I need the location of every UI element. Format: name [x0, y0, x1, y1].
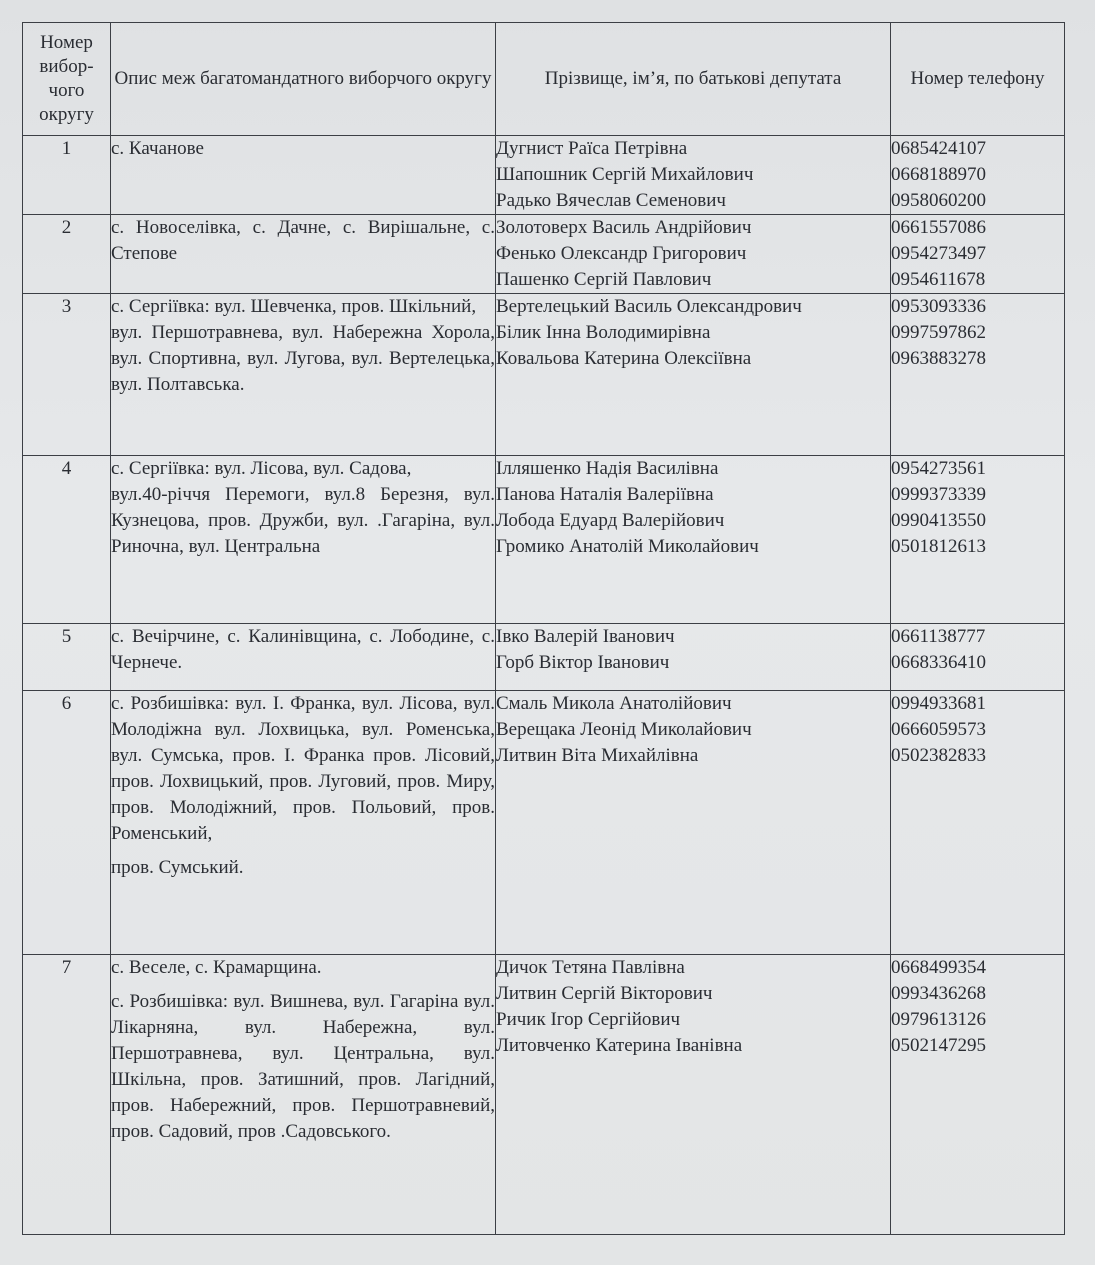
deputy-name: Смаль Микола Анатолійович [496, 693, 732, 714]
phone-number: 0994933681 [891, 693, 986, 714]
deputy-name: Верещака Леонід Миколайович [496, 719, 752, 740]
header-district-number: Номер вибор-чого округу [23, 23, 111, 136]
phone-number: 0953093336 [891, 296, 986, 317]
description-text: с. Сергіївка: вул. Лісова, вул. Садова, [111, 458, 412, 479]
phone-list [891, 955, 1065, 1235]
deputy-list [496, 624, 891, 691]
phone-list [891, 215, 1065, 294]
district-number: 7 [23, 955, 111, 1235]
phone-number: 0661557086 [891, 217, 986, 238]
district-number: 5 [23, 624, 111, 691]
header-deputy-name: Прізвище, ім’я, по батькові депутата [496, 23, 891, 136]
phone-number: 0661138777 [891, 626, 986, 647]
deputy-name: Дугнист Раїса Петрівна [496, 138, 688, 159]
phone-list [891, 691, 1065, 955]
district-description [111, 955, 496, 1235]
deputy-list [496, 294, 891, 456]
deputy-name: Фенько Олександр Григорович [496, 243, 747, 264]
phone-list [891, 456, 1065, 624]
district-description [111, 136, 496, 215]
table-row [23, 691, 1065, 955]
deputy-name: Литовченко Катерина Іванівна [496, 1035, 743, 1056]
deputy-name: Білик Інна Володимирівна [496, 322, 711, 343]
deputy-name: Литвин Сергій Вікторович [496, 983, 713, 1004]
district-description [111, 294, 496, 456]
deputy-list [496, 691, 891, 955]
deputy-name: Громико Анатолій Миколайович [496, 536, 759, 557]
phone-number: 0954273561 [891, 458, 986, 479]
deputy-name: Шапошник Сергій Михайлович [496, 164, 754, 185]
district-number: 4 [23, 456, 111, 624]
table-header-row [23, 23, 1065, 136]
deputy-name: Панова Наталія Валеріївна [496, 484, 714, 505]
deputy-list [496, 955, 891, 1235]
header-phone-number: Номер телефону [891, 23, 1065, 136]
deputy-name: Золотоверх Василь Андрійович [496, 217, 752, 238]
table-row [23, 624, 1065, 691]
table-row [23, 136, 1065, 215]
description-text: с. Розбишівка: вул. І. Франка, вул. Лісова, вул. Молодіжна вул. Лохвицька, вул. Роменська, вул. Сумська, пров. І. Франка пров. Лісовий, пров. Лохвицький, пров. Луговий, пров. Миру, пров. Молодіжний, пров. Польовий, пров. Роменський, [111, 693, 495, 844]
description-text: с. Вечірчине, с. Калинівщина, с. Лободине, с. Чернече. [111, 626, 495, 673]
table-row [23, 955, 1065, 1235]
phone-list [891, 624, 1065, 691]
deputy-name: Лобода Едуард Валерійович [496, 510, 725, 531]
phone-number: 0501812613 [891, 536, 986, 557]
district-number: 6 [23, 691, 111, 955]
deputy-name: Горб Віктор Іванович [496, 652, 670, 673]
deputy-name: Івко Валерій Іванович [496, 626, 675, 647]
phone-list [891, 136, 1065, 215]
description-text: вул. Першотравнева, вул. Набережна Хорола, вул. Спортивна, вул. Лугова, вул. Вертелецька, вул. Полтавська. [111, 322, 495, 395]
deputy-list [496, 136, 891, 215]
deputy-name: Ричик Ігор Сергійович [496, 1009, 681, 1030]
deputy-name: Пашенко Сергій Павлович [496, 269, 712, 290]
description-text: пров. Сумський. [111, 857, 244, 878]
deputy-name: Дичок Тетяна Павлівна [496, 957, 685, 978]
description-text: вул.40-річчя Перемоги, вул.8 Березня, вул. Кузнецова, пров. Дружби, вул. .Гагаріна, вул. Риночна, вул. Центральна [111, 484, 495, 557]
description-text: с. Сергіївка: вул. Шевченка, пров. Шкільний, [111, 296, 477, 317]
district-description [111, 624, 496, 691]
phone-number: 0999373339 [891, 484, 986, 505]
deputy-name: Литвин Віта Михайлівна [496, 745, 699, 766]
deputy-list [496, 215, 891, 294]
phone-number: 0502147295 [891, 1035, 986, 1056]
district-description [111, 456, 496, 624]
phone-number: 0954611678 [891, 269, 986, 290]
deputy-name: Радько Вячеслав Семенович [496, 190, 726, 211]
deputy-name: Ілляшенко Надія Василівна [496, 458, 719, 479]
phone-number: 0954273497 [891, 243, 986, 264]
description-text: с. Качанове [111, 138, 204, 159]
description-text: с. Розбишівка: вул. Вишнева, вул. Гагаріна вул. Лікарняна, вул. Набережна, вул. Першотравнева, вул. Центральна, вул. Шкільна, пров. Затишний, пров. Лагідний, пров. Набережний, пров. Першотравневий, пров. Садовий, пров .Садовського. [111, 991, 495, 1142]
phone-number: 0668336410 [891, 652, 986, 673]
phone-number: 0668499354 [891, 957, 986, 978]
deputy-list [496, 456, 891, 624]
phone-number: 0979613126 [891, 1009, 986, 1030]
description-text: с. Новоселівка, с. Дачне, с. Вирішальне, с. Степове [111, 217, 495, 264]
phone-number: 0997597862 [891, 322, 986, 343]
phone-number: 0666059573 [891, 719, 986, 740]
phone-number: 0502382833 [891, 745, 986, 766]
table-row [23, 215, 1065, 294]
district-number: 1 [23, 136, 111, 215]
electoral-districts-table [22, 22, 1065, 1235]
table-row [23, 456, 1065, 624]
phone-number: 0668188970 [891, 164, 986, 185]
phone-number: 0963883278 [891, 348, 986, 369]
header-district-description: Опис меж багатомандатного виборчого округу [111, 23, 496, 136]
district-description [111, 691, 496, 955]
deputy-name: Вертелецький Василь Олександрович [496, 296, 802, 317]
district-description [111, 215, 496, 294]
phone-number: 0990413550 [891, 510, 986, 531]
phone-number: 0993436268 [891, 983, 986, 1004]
district-number: 3 [23, 294, 111, 456]
deputy-name: Ковальова Катерина Олексіївна [496, 348, 752, 369]
description-text: с. Веселе, с. Крамарщина. [111, 957, 322, 978]
phone-number: 0685424107 [891, 138, 986, 159]
phone-list [891, 294, 1065, 456]
table-row [23, 294, 1065, 456]
district-number: 2 [23, 215, 111, 294]
phone-number: 0958060200 [891, 190, 986, 211]
